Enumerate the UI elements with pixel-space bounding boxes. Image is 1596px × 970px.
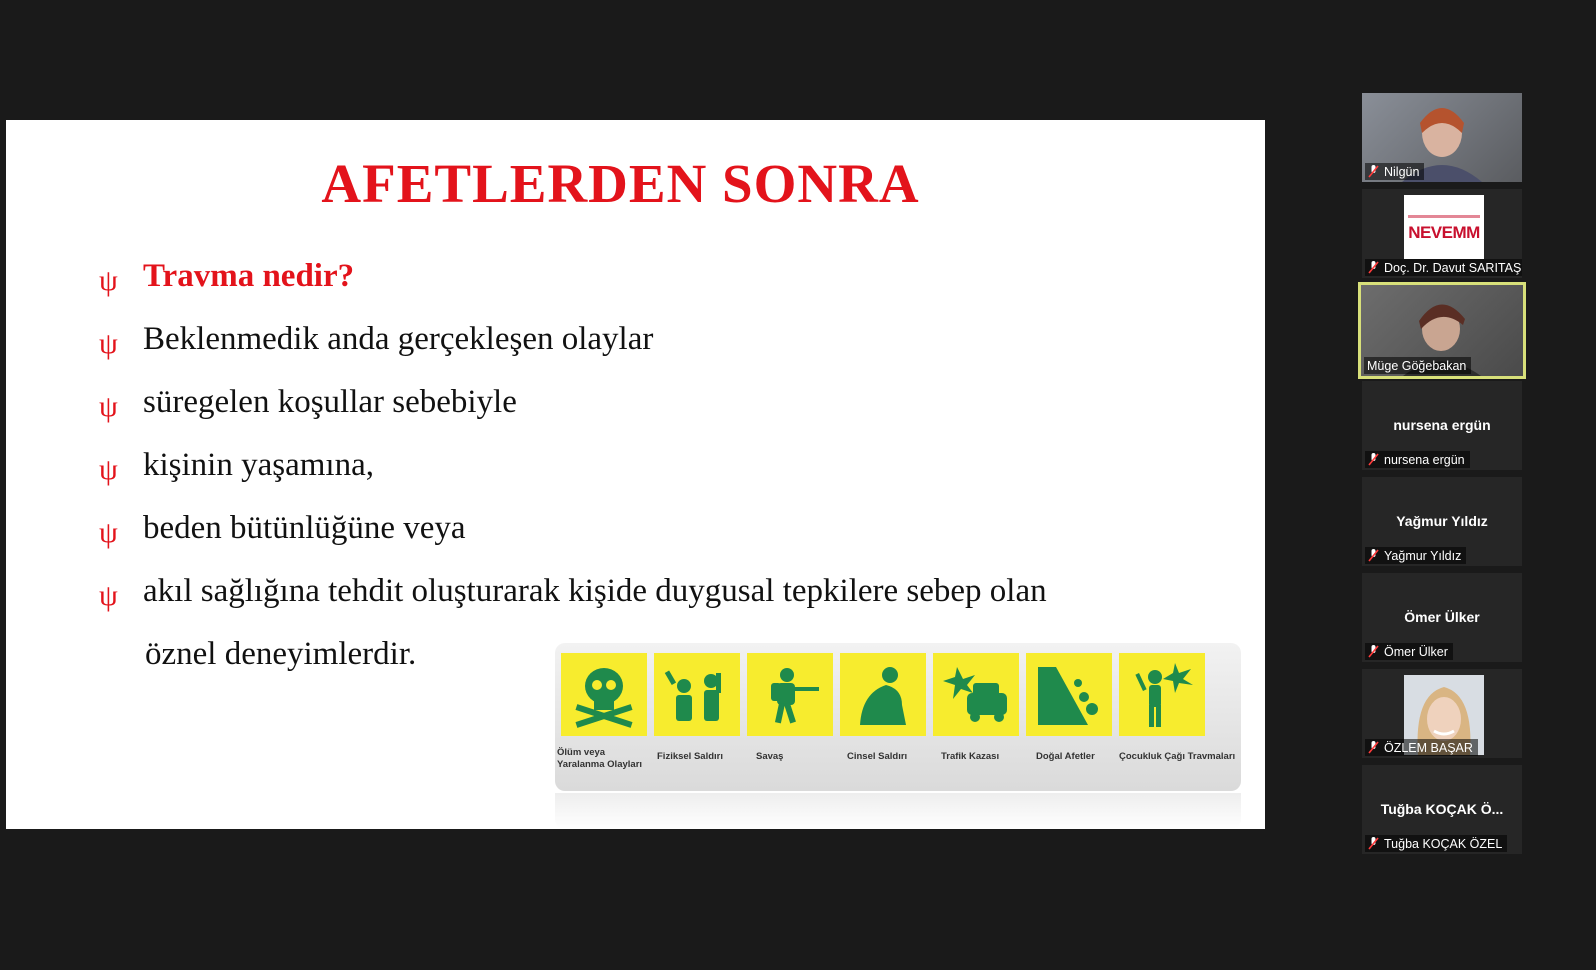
child-trauma-icon	[1119, 653, 1205, 736]
participant-name-bar	[1365, 643, 1453, 660]
bullet-continuation: öznel deneyimlerdir.	[145, 636, 417, 672]
mic-muted-icon	[1368, 645, 1379, 658]
psi-bullet-icon: ψ	[99, 390, 118, 423]
trauma-type-label: Fiziksel Saldırı	[657, 751, 723, 762]
bullet-text: kişinin yaşamına,	[143, 447, 374, 483]
bullet-item	[99, 321, 653, 361]
participant-tile[interactable]	[1362, 381, 1522, 470]
participant-tile[interactable]	[1362, 93, 1522, 182]
mic-muted-icon	[1368, 165, 1379, 178]
psi-bullet-icon: ψ	[99, 579, 118, 612]
shared-screen-slide	[6, 120, 1265, 829]
participant-name: Ömer Ülker	[1384, 644, 1448, 659]
car-crash-icon	[933, 653, 1019, 736]
participant-center-name: nursena ergün	[1393, 417, 1491, 433]
skull-icon	[561, 653, 647, 736]
psi-bullet-icon: ψ	[99, 453, 118, 486]
bullet-item	[99, 573, 1047, 613]
participant-name: Nilgün	[1384, 164, 1420, 179]
participant-tile[interactable]	[1362, 477, 1522, 566]
participant-name-bar	[1365, 835, 1507, 852]
psi-bullet-icon: ψ	[99, 516, 118, 549]
participant-tile[interactable]	[1362, 189, 1522, 278]
trauma-type-label: Doğal Afetler	[1036, 751, 1095, 762]
participant-center-name: Yağmur Yıldız	[1396, 513, 1488, 529]
participant-tile[interactable]	[1362, 765, 1522, 854]
mic-muted-icon	[1368, 549, 1379, 562]
participant-name: Doç. Dr. Davut SARITAŞ	[1384, 260, 1522, 275]
participant-center-name: Tuğba KOÇAK Ö...	[1380, 801, 1504, 817]
participant-name-bar	[1365, 451, 1470, 468]
bullet-text: beden bütünlüğüne veya	[143, 510, 466, 546]
participant-tile[interactable]	[1362, 573, 1522, 662]
trauma-type-label: Trafik Kazası	[941, 751, 1000, 762]
sexual-assault-icon	[840, 653, 926, 736]
participant-name-bar	[1365, 259, 1522, 276]
war-soldier-icon	[747, 653, 833, 736]
trauma-types-strip	[555, 643, 1241, 791]
bullet-text: Travma nedir?	[143, 258, 355, 294]
trauma-type-label: Çocukluk Çağı Travmaları	[1119, 751, 1236, 762]
landslide-icon	[1026, 653, 1112, 736]
bullet-item	[99, 510, 466, 550]
participant-name: Tuğba KOÇAK ÖZEL	[1384, 836, 1503, 851]
participant-name-bar	[1364, 357, 1471, 374]
participant-tile-active-speaker[interactable]	[1358, 282, 1526, 379]
physical-assault-icon	[654, 653, 740, 736]
nevemm-logo: NEVEMM	[1404, 195, 1484, 259]
mic-muted-icon	[1368, 453, 1379, 466]
mic-muted-icon	[1368, 261, 1379, 274]
participant-name: Müge Göğebakan	[1367, 358, 1467, 373]
bullet-text: süregelen koşullar sebebiyle	[143, 384, 517, 420]
participant-name-bar	[1365, 163, 1424, 180]
slide-title: AFETLERDEN SONRA	[321, 153, 920, 214]
psi-bullet-icon: ψ	[99, 264, 118, 297]
bullet-text: Beklenmedik anda gerçekleşen olaylar	[143, 321, 654, 357]
bullet-item	[99, 258, 354, 298]
bullet-item	[99, 384, 517, 424]
trauma-type-label: Ölüm veya Yaralanma Olayları	[557, 747, 643, 770]
participant-name: nursena ergün	[1384, 452, 1465, 467]
mic-muted-icon	[1368, 837, 1379, 850]
mic-muted-icon	[1368, 741, 1379, 754]
trauma-type-label: Savaş	[756, 751, 784, 762]
psi-bullet-icon: ψ	[99, 327, 118, 360]
participant-name-bar	[1365, 547, 1466, 564]
bullet-text: akıl sağlığına tehdit oluşturarak kişide duygusal tepkilere sebep olan	[143, 573, 1047, 609]
participant-name: Yağmur Yıldız	[1384, 548, 1462, 563]
bullet-item	[99, 447, 374, 487]
participant-center-name: Ömer Ülker	[1404, 609, 1480, 625]
participant-name-bar	[1365, 739, 1478, 756]
participant-tile[interactable]	[1362, 669, 1522, 758]
strip-reflection	[555, 793, 1241, 829]
participant-name: ÖZLEM BAŞAR	[1384, 740, 1473, 755]
trauma-type-label: Cinsel Saldırı	[847, 751, 908, 762]
